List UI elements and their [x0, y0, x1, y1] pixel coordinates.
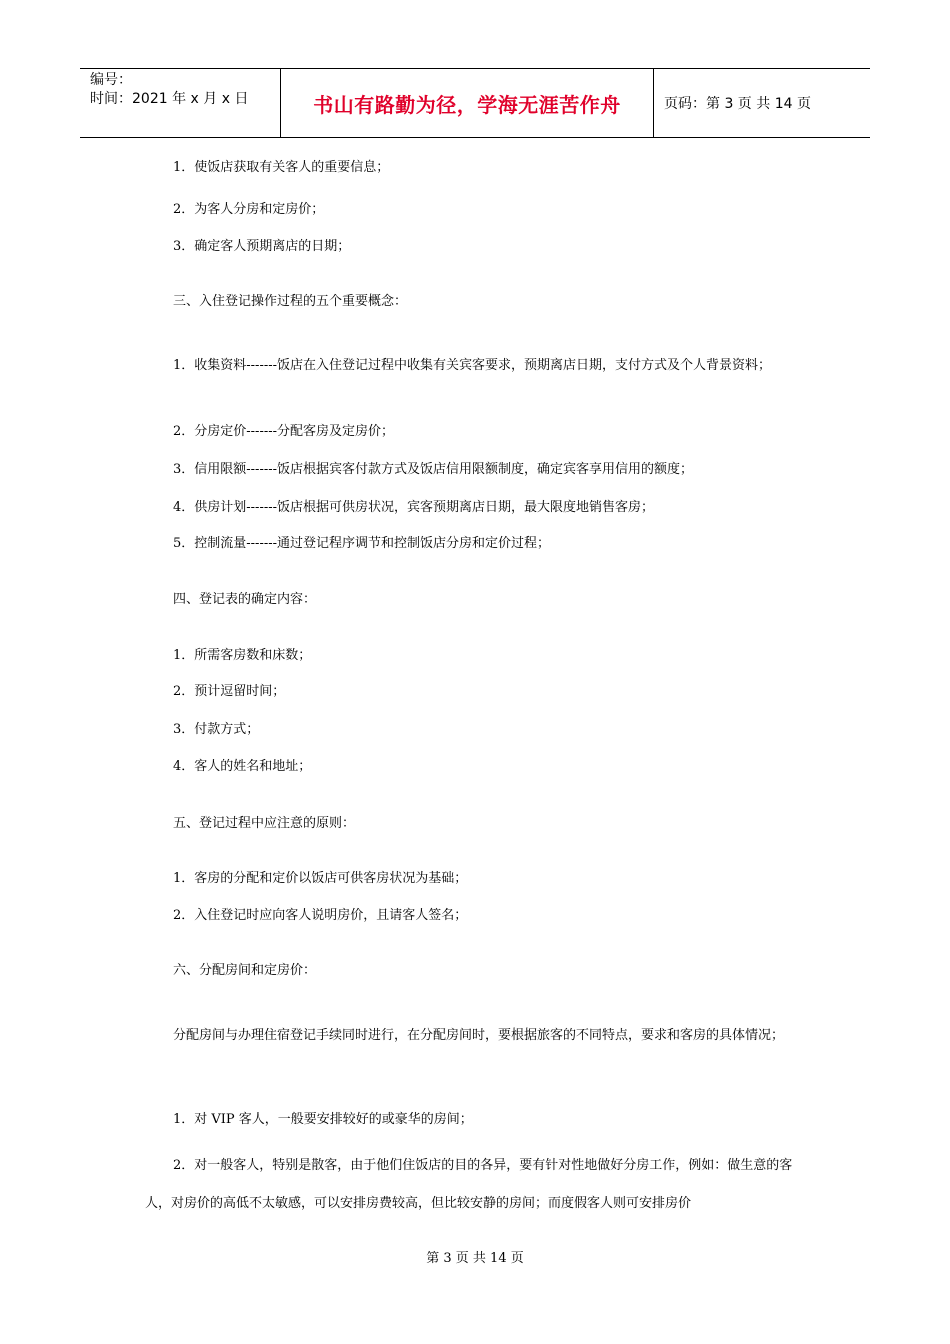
- list-item: 1．收集资料-------饭店在入住登记过程中收集有关宾客要求，预期离店日期，支付方式及个人背景资料；: [173, 358, 772, 373]
- section-heading: 六、分配房间和定房价：: [173, 963, 317, 978]
- section-heading: 五、登记过程中应注意的原则：: [173, 816, 356, 831]
- page-footer: 第 3 页 共 14 页: [426, 1251, 524, 1266]
- list-item: 4．客人的姓名和地址；: [173, 759, 312, 774]
- list-item: 3．确定客人预期离店的日期；: [173, 239, 351, 254]
- list-item: 1．使饭店获取有关客人的重要信息；: [173, 160, 390, 175]
- list-item: 1．客房的分配和定价以饭店可供客房状况为基础；: [173, 871, 468, 886]
- header-page-cell: [654, 69, 870, 137]
- date-label: 时间：2021 年 x 月 x 日: [90, 91, 249, 107]
- list-item: 3．付款方式；: [173, 722, 260, 737]
- list-item: 1．对 VIP 客人，一般要安排较好的或豪华的房间；: [173, 1112, 473, 1127]
- list-item: 2．分房定价-------分配客房及定房价；: [173, 424, 395, 439]
- list-item: 5．控制流量-------通过登记程序调节和控制饭店分房和定价过程；: [173, 536, 551, 551]
- section-heading: 四、登记表的确定内容：: [173, 592, 317, 607]
- section-heading: 三、入住登记操作过程的五个重要概念：: [173, 294, 408, 309]
- header-page-number: 页码：第 3 页 共 14 页: [664, 96, 811, 112]
- list-item: 3．信用限额-------饭店根据宾客付款方式及饭店信用限额制度，确定宾客享用信用的额度；: [173, 462, 694, 477]
- list-item: 1．所需客房数和床数；: [173, 648, 312, 663]
- list-item: 2．对一般客人，特别是散客，由于他们住饭店的目的各异，要有针对性地做好分房工作，例如：做生意的客人，对房价的高低不太敏感，可以安排房费较高，但比较安静的房间；而度假客人则可安排房价: [145, 1158, 793, 1211]
- paragraph: 分配房间与办理住宿登记手续同时进行，在分配房间时，要根据旅客的不同特点，要求和客房的具体情况；: [173, 1028, 785, 1043]
- header-motto-cell: [281, 69, 654, 137]
- header-motto: 书山有路勤为径，学海无涯苦作舟: [313, 92, 621, 117]
- header-meta: [80, 69, 281, 137]
- page-header: [80, 68, 870, 138]
- list-item: 2．入住登记时应向客人说明房价，且请客人签名；: [173, 908, 468, 923]
- document-number-label: 编号：: [90, 72, 132, 88]
- list-item: 2．为客人分房和定房价；: [173, 202, 325, 217]
- list-item: 2．预计逗留时间；: [173, 684, 286, 699]
- list-item: 4．供房计划-------饭店根据可供房状况，宾客预期离店日期，最大限度地销售客房；: [173, 500, 655, 515]
